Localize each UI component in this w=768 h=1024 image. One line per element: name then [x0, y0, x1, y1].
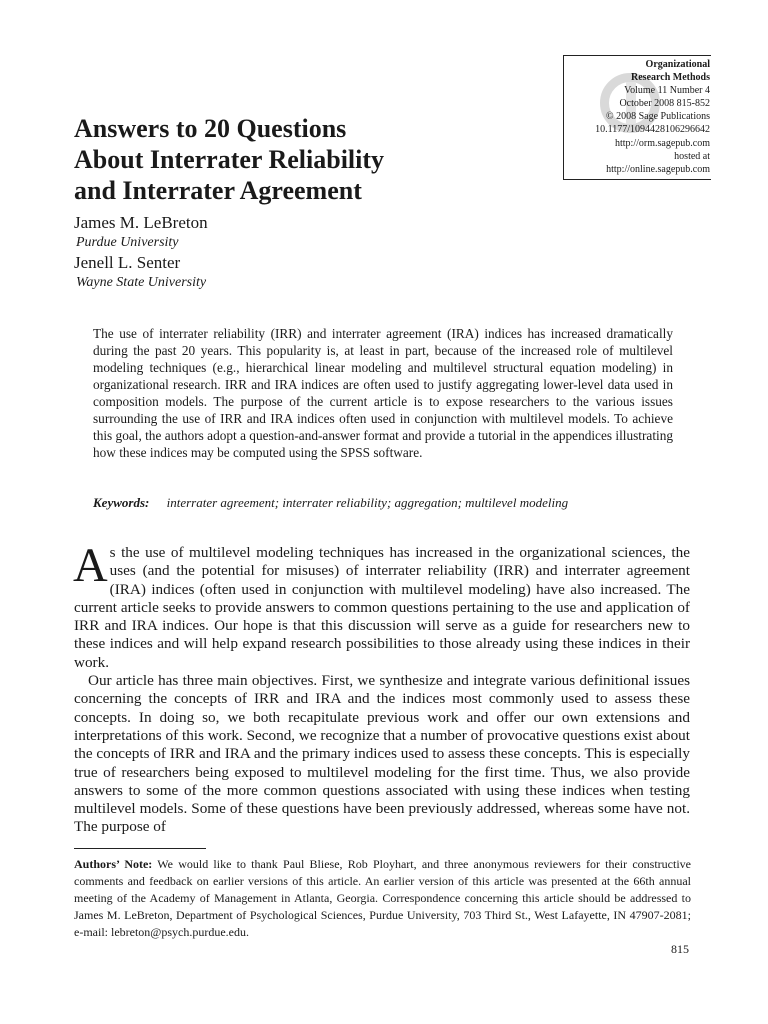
journal-doi: 10.1177/1094428106296642 — [595, 124, 710, 136]
keywords-list: interrater agreement; interrater reliability; aggregation; multilevel modeling — [166, 495, 569, 510]
page-number: 815 — [671, 942, 689, 956]
authors-note — [74, 856, 691, 941]
keywords — [93, 494, 693, 511]
journal-url: http://orm.sagepub.com — [615, 137, 710, 149]
article-title-line1: Answers to 20 Questions — [74, 114, 347, 143]
journal-volume: Volume 11 Number 4 — [624, 85, 710, 97]
article-title-line2: About Interrater Reliability — [74, 145, 385, 174]
body-paragraph-1-text: s the use of multilevel modeling techniques has increased in the organizational sciences, the uses (and the potential for misuses) of interrater reliability (IRR) and interrater agreement (IRA) indices (often used in conjunction with multilevel modeling) have also increased. The current article seeks to provide answers to common questions pertaining to the use and application of IRR and IRA indices. Our hope is that this discussion will serve as a guide for researchers new to these indices and will help expand research possibilities to those already using these indices in their work. — [74, 544, 690, 671]
article-body — [73, 539, 690, 837]
author-affiliation: Purdue University — [76, 235, 179, 250]
journal-copyright: © 2008 Sage Publications — [606, 111, 710, 123]
body-paragraph — [73, 539, 690, 672]
abstract-text: The use of interrater reliability (IRR) and interrater agreement (IRA) indices has increased dramatically during the past 20 years. This popularity is, at least in part, because of the increased role of multilevel modeling techniques (e.g., hierarchical linear modeling and multilevel structural equation modeling) in organizational research. IRR and IRA indices are often used to justify aggregating lower-level data used in composition models. The purpose of the current article is to expose researchers to the various issues surrounding the use of IRR and IRA indices often used in conjunction with multilevel models. To achieve this goal, the authors adopt a question-and-answer format and provide a tutorial in the appendices illustrating how these indices may be computed using the SPSS software. — [93, 326, 673, 460]
author-name: James M. LeBreton — [74, 213, 208, 232]
footnote-rule — [74, 848, 206, 849]
authors-note-label: Authors’ Note: — [74, 857, 153, 871]
article-title-line3: and Interrater Agreement — [74, 176, 362, 205]
body-paragraph: Our article has three main objectives. First, we synthesize and integrate various definitional issues concerning the concepts of IRR and IRA and the indices most commonly used to assess these concepts. In doing so, we both recapitulate previous work and offer our own extensions and interpretations of this work. Second, we recognize that a number of provocative questions exist about the concepts of IRR and IRA and the primary indices used to assess these concepts. This is especially true of researchers being exposed to multilevel modeling for the first time. Thus, we also provide answers to some of the more common questions associated with using these indices when testing multilevel models. Some of these questions have been previously addressed, whereas some have not. The purpose of — [74, 672, 690, 836]
journal-name-line1: Organizational — [645, 59, 710, 70]
keywords-label: Keywords: — [93, 495, 150, 510]
drop-cap: A — [73, 539, 108, 592]
journal-hosted-url: http://online.sagepub.com — [606, 163, 710, 175]
journal-date-pages: October 2008 815-852 — [619, 98, 710, 110]
authors-note-text: We would like to thank Paul Bliese, Rob Ployhart, and three anonymous reviewers for their constructive comments and feedback on earlier versions of this article. An earlier version of this article was presented at the 66th annual meeting of the Academy of Management in Atlanta, Georgia. Correspondence concerning this article should be addressed to James M. LeBreton, Department of Psychological Sciences, Purdue University, 703 Third St., West Lafayette, IN 47907-2081; e-mail: lebreton@psych.purdue.edu. — [74, 857, 691, 939]
article-title — [74, 113, 544, 206]
author-affiliation: Wayne State University — [76, 275, 207, 290]
journal-name-line2: Research Methods — [631, 72, 710, 84]
journal-hosted-label: hosted at — [674, 150, 710, 162]
journal-metadata — [595, 58, 710, 176]
author-name: Jenell L. Senter — [74, 253, 181, 272]
